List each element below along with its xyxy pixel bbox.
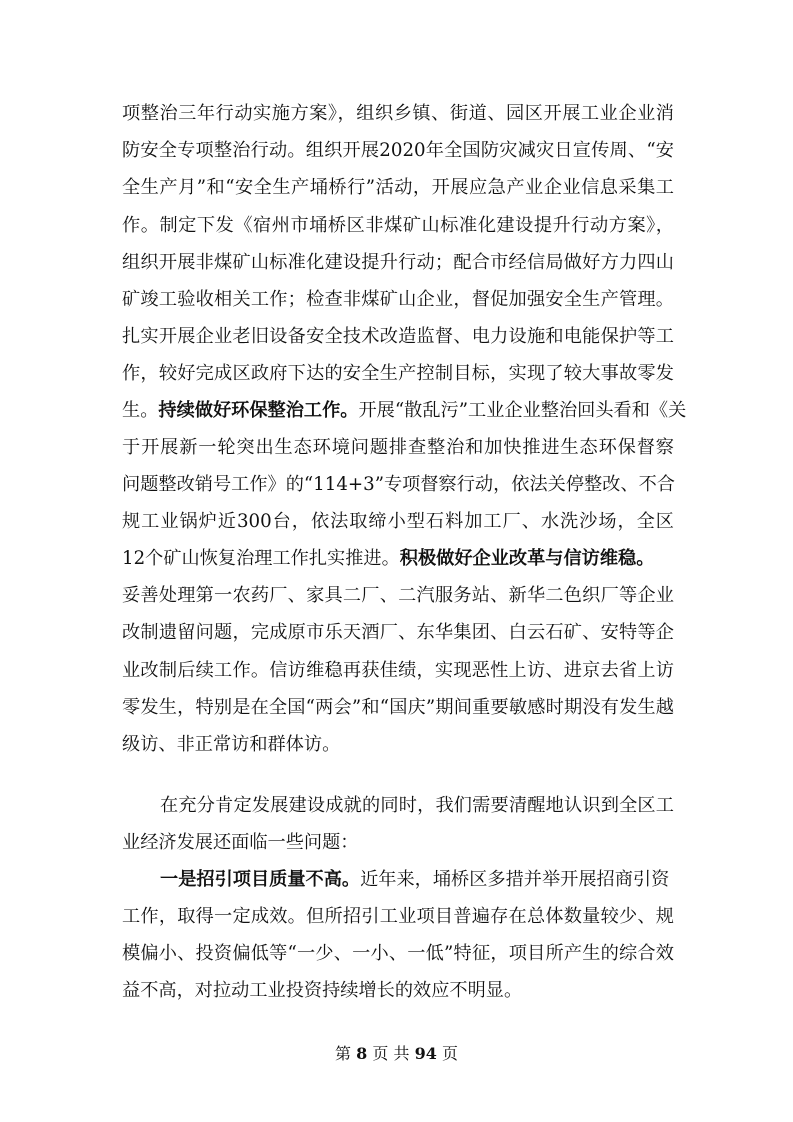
bold-heading: 积极做好企业改革与信访维稳。 — [399, 548, 655, 569]
body-line — [122, 543, 674, 575]
body-line: 于开展新一轮突出生态环境问题排查整治和加快推进生态环保督察 — [122, 437, 674, 458]
body-line: 益不高，对拉动工业投资持续增长的效应不明显。 — [122, 980, 523, 1001]
body-line: 改制遗留问题，完成原市乐天酒厂、东华集团、白云石矿、安特等企 — [122, 622, 674, 643]
footer-post: 页 — [441, 1044, 458, 1063]
text-run: 开展“散乱污”工业企业整治回头看和《关 — [358, 400, 687, 421]
bold-heading: 一是招引项目质量不高。 — [160, 869, 361, 890]
current-page-number: 8 — [356, 1044, 368, 1063]
body-line — [122, 395, 687, 427]
body-line: 防安全专项整治行动。组织开展2020年全国防灾减灾日宣传周、“安 — [122, 140, 674, 161]
body-line: 作，较好完成区政府下达的安全生产控制目标，实现了较大事故零发 — [122, 363, 674, 384]
body-line: 级访、非正常访和群体访。 — [122, 734, 341, 755]
text-run: 12个矿山恢复治理工作扎实推进。 — [122, 548, 400, 569]
body-line: 组织开展非煤矿山标准化建设提升行动；配合市经信局做好方力四山 — [122, 252, 674, 273]
body-line — [160, 864, 674, 896]
body-line: 问题整改销号工作》的“114+3”专项督察行动，依法关停整改、不合 — [122, 474, 675, 495]
body-line: 零发生，特别是在全国“两会”和“国庆”期间重要敏感时期没有发生越 — [122, 697, 674, 718]
bold-heading: 持续做好环保整治工作。 — [158, 400, 359, 421]
body-line: 业改制后续工作。信访维稳再获佳绩，实现恶性上访、进京去省上访 — [122, 660, 674, 681]
page-footer — [0, 1043, 793, 1065]
body-line: 工作，取得一定成效。但所招引工业项目普遍存在总体数量较少、规 — [122, 906, 674, 927]
total-pages-number: 94 — [414, 1044, 437, 1063]
body-line: 在充分肯定发展建设成就的同时，我们需要清醒地认识到全区工 — [160, 795, 674, 816]
body-line: 扎实开展企业老旧设备安全技术改造监督、电力设施和电能保护等工 — [122, 326, 674, 347]
body-line: 作。制定下发《宿州市埇桥区非煤矿山标准化建设提升行动方案》， — [122, 215, 674, 236]
body-line: 矿竣工验收相关工作；检查非煤矿山企业，督促加强安全生产管理。 — [122, 289, 674, 310]
body-line: 全生产月”和“安全生产埇桥行”活动，开展应急产业企业信息采集工 — [122, 177, 674, 198]
body-line: 妥善处理第一农药厂、家具二厂、二汽服务站、新华二色织厂等企业 — [122, 585, 674, 606]
footer-mid: 页 共 — [372, 1044, 410, 1063]
body-line: 模偏小、投资偏低等“一少、一小、一低”特征，项目所产生的综合效 — [122, 943, 674, 964]
text-run: 生。 — [122, 400, 159, 421]
text-run: 近年来，埇桥区多措并举开展招商引资 — [360, 869, 670, 890]
body-line: 规工业锅炉近300台，依法取缔小型石料加工厂、水洗沙场，全区 — [122, 511, 674, 532]
footer-pre: 第 — [335, 1044, 352, 1063]
body-line: 项整治三年行动实施方案》，组织乡镇、街道、园区开展工业企业消 — [122, 103, 674, 124]
body-line: 业经济发展还面临一些问题： — [122, 832, 359, 853]
